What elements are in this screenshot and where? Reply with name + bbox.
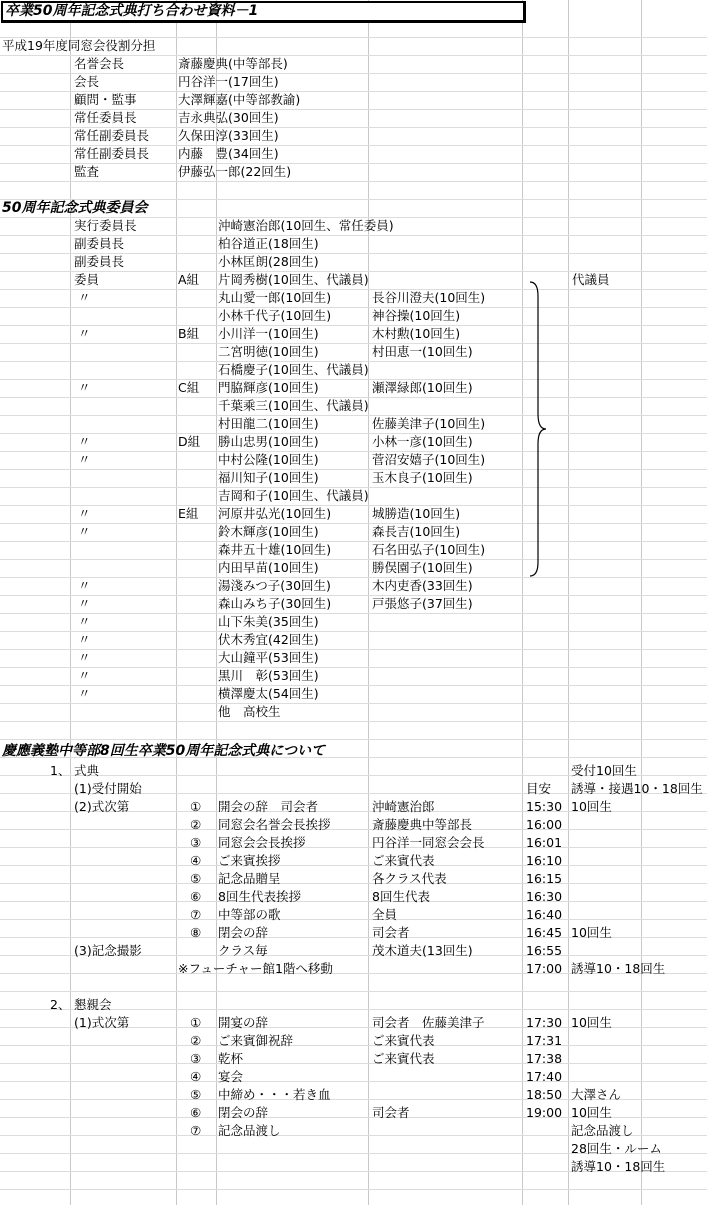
committee-member[interactable]: 黒川 彰(53回生) <box>218 668 319 683</box>
ceremony-note[interactable]: 大澤さん <box>571 1087 622 1102</box>
grid-row-line <box>0 1063 707 1064</box>
grid-row-line <box>0 865 707 866</box>
ceremony-step[interactable]: ④ <box>190 1069 202 1084</box>
grid-row-line <box>0 163 707 164</box>
grid-row-line <box>0 559 707 560</box>
grid-row-line <box>0 631 707 632</box>
role-title[interactable]: 常任副委員長 <box>74 146 150 161</box>
ceremony-item[interactable]: (1)式次第 <box>74 1015 130 1030</box>
ceremony-person[interactable]: 全員 <box>372 907 398 922</box>
role-title[interactable]: 監査 <box>74 164 100 179</box>
grid-row-line <box>0 541 707 542</box>
committee-member[interactable]: 内田早苗(10回生) <box>218 560 319 575</box>
committee-member[interactable]: 河原井弘光(10回生) <box>218 506 332 521</box>
ceremony-number[interactable]: 2、 <box>50 997 71 1012</box>
committee-member-secondary[interactable]: 佐藤美津子(10回生) <box>372 416 486 431</box>
committee-member[interactable]: 福川知子(10回生) <box>218 470 319 485</box>
grid-row-line <box>0 577 707 578</box>
ceremony-program[interactable]: ご来賓御祝辞 <box>218 1033 294 1048</box>
ceremony-step[interactable]: ⑦ <box>190 907 202 922</box>
ceremony-time[interactable]: 16:45 <box>526 925 563 940</box>
grid-row-line <box>0 667 707 668</box>
committee-member[interactable]: 柏谷道正(18回生) <box>218 236 319 251</box>
committee-member-secondary[interactable]: 神谷操(10回生) <box>372 308 461 323</box>
ceremony-step[interactable]: ※フューチャー館1階へ移動 <box>178 961 333 976</box>
ceremony-program[interactable]: 中締め・・・若き血 <box>218 1087 331 1102</box>
committee-role[interactable]: 〃 <box>78 686 91 701</box>
ceremony-step[interactable]: ② <box>190 817 202 832</box>
committee-role[interactable]: 委員 <box>74 272 100 287</box>
committee-group[interactable]: C組 <box>178 380 200 395</box>
committee-member[interactable]: 横澤慶太(54回生) <box>218 686 319 701</box>
committee-member[interactable]: 門脇輝彦(10回生) <box>218 380 319 395</box>
grid-row-line <box>0 415 707 416</box>
ceremony-time[interactable]: 16:15 <box>526 871 563 886</box>
committee-member-secondary[interactable]: 石名田弘子(10回生) <box>372 542 486 557</box>
role-person[interactable]: 伊藤弘一郎(22回生) <box>178 164 292 179</box>
ceremony-step[interactable]: ⑥ <box>190 889 202 904</box>
committee-member-secondary[interactable]: 菅沼安嬉子(10回生) <box>372 452 486 467</box>
ceremony-time[interactable]: 16:30 <box>526 889 563 904</box>
ceremony-program[interactable]: 中等部の歌 <box>218 907 281 922</box>
grid-row-line <box>0 433 707 434</box>
role-title[interactable]: 会長 <box>74 74 100 89</box>
committee-member-secondary[interactable]: 城勝造(10回生) <box>372 506 461 521</box>
committee-member-secondary[interactable]: 森長吉(10回生) <box>372 524 461 539</box>
role-person[interactable]: 大澤輝嘉(中等部教諭) <box>178 92 301 107</box>
committee-member[interactable]: 山下朱美(35回生) <box>218 614 319 629</box>
committee-member[interactable]: 大山鐘平(53回生) <box>218 650 319 665</box>
ceremony-program[interactable]: 宴会 <box>218 1069 244 1084</box>
ceremony-note[interactable]: 10回生 <box>571 799 612 814</box>
ceremony-person[interactable]: 各クラス代表 <box>372 871 447 886</box>
ceremony-program[interactable]: 同窓会会長挨拶 <box>218 835 306 850</box>
role-title[interactable]: 常任委員長 <box>74 110 137 125</box>
committee-role[interactable]: 〃 <box>78 650 91 665</box>
ceremony-person[interactable]: ご来賓代表 <box>372 1051 435 1066</box>
ceremony-time[interactable]: 19:00 <box>526 1105 563 1120</box>
committee-member[interactable]: 湯淺みつ子(30回生) <box>218 578 331 593</box>
role-person[interactable]: 斎藤慶典(中等部長) <box>178 56 288 71</box>
ceremony-person[interactable]: 司会者 <box>372 925 410 940</box>
committee-role[interactable]: 副委員長 <box>74 254 125 269</box>
committee-group[interactable]: E組 <box>178 506 199 521</box>
ceremony-program[interactable]: 乾杯 <box>218 1051 244 1066</box>
committee-member[interactable]: 森山みち子(30回生) <box>218 596 332 611</box>
committee-member-secondary[interactable]: 木村勲(10回生) <box>372 326 461 341</box>
role-title[interactable]: 顧問・監事 <box>74 92 137 107</box>
grid-row-line <box>0 901 707 902</box>
ceremony-time[interactable]: 15:30 <box>526 799 563 814</box>
ceremony-program[interactable]: 開会の辞 司会者 <box>218 799 319 814</box>
ceremony-program[interactable]: ご来賓挨拶 <box>218 853 281 868</box>
ceremony-program[interactable]: 開宴の辞 <box>218 1015 269 1030</box>
ceremony-person[interactable]: 茂木道夫(13回生) <box>372 943 473 958</box>
committee-member-secondary[interactable]: 村田恵一(10回生) <box>372 344 473 359</box>
grid-row-line <box>0 883 707 884</box>
ceremony-step[interactable]: ⑤ <box>190 1087 202 1102</box>
committee-member[interactable]: 伏木秀宜(42回生) <box>218 632 319 647</box>
ceremony-time[interactable]: 16:40 <box>526 907 563 922</box>
ceremony-time[interactable]: 18:50 <box>526 1087 563 1102</box>
ceremony-step[interactable]: ② <box>190 1033 202 1048</box>
ceremony-note[interactable]: 10回生 <box>571 1015 612 1030</box>
grid-row-line <box>0 649 707 650</box>
committee-member[interactable]: 沖崎憲治郎(10回生、常任委員) <box>218 218 394 233</box>
ceremony-person[interactable]: 司会者 佐藤美津子 <box>372 1015 485 1030</box>
ceremony-time[interactable]: 16:01 <box>526 835 563 850</box>
ceremony-person[interactable]: ご来賓代表 <box>372 1033 435 1048</box>
ceremony-step[interactable]: ⑧ <box>190 925 202 940</box>
committee-member-secondary[interactable]: 瀬澤緑郎(10回生) <box>372 380 473 395</box>
committee-role[interactable]: 〃 <box>78 632 91 647</box>
ceremony-person[interactable]: 司会者 <box>372 1105 410 1120</box>
ceremony-step[interactable]: ⑥ <box>190 1105 202 1120</box>
grid-row-line <box>0 685 707 686</box>
role-person[interactable]: 吉永典弘(30回生) <box>178 110 279 125</box>
committee-member[interactable]: 丸山愛一郎(10回生) <box>218 290 332 305</box>
ceremony-step[interactable]: ① <box>190 799 202 814</box>
grid-row-line <box>0 73 707 74</box>
committee-role[interactable]: 〃 <box>78 668 91 683</box>
committee-member-secondary[interactable]: 戸張悠子(37回生) <box>372 596 473 611</box>
ceremony-note[interactable]: 誘導・接遇10・18回生 <box>571 781 703 796</box>
committee-member-secondary[interactable]: 長谷川澄夫(10回生) <box>372 290 486 305</box>
grid-row-line <box>0 739 707 740</box>
committee-group[interactable]: D組 <box>178 434 201 449</box>
grid-row-line <box>0 505 707 506</box>
committee-member[interactable]: 鈴木輝彦(10回生) <box>218 524 319 539</box>
committee-role[interactable]: 〃 <box>78 326 91 341</box>
ceremony-time[interactable]: 17:30 <box>526 1015 563 1030</box>
ceremony-time[interactable]: 17:40 <box>526 1069 563 1084</box>
committee-role[interactable]: 〃 <box>78 380 91 395</box>
committee-member[interactable]: 千葉乘三(10回生、代議員) <box>218 398 369 413</box>
grid-row-line <box>0 325 707 326</box>
ceremony-item[interactable]: 式典 <box>74 763 100 778</box>
committee-group[interactable]: B組 <box>178 326 200 341</box>
grid-row-line <box>0 523 707 524</box>
ceremony-note[interactable]: 誘導10・18回生 <box>571 961 666 976</box>
grid-row-line <box>0 613 707 614</box>
grid-row-line <box>0 1189 707 1190</box>
ceremony-program[interactable]: 記念品渡し <box>218 1123 281 1138</box>
ceremony-item[interactable]: (1)受付開始 <box>74 781 142 796</box>
committee-member[interactable]: 他 高校生 <box>218 704 281 719</box>
grid-row-line <box>0 469 707 470</box>
ceremony-step[interactable]: ① <box>190 1015 202 1030</box>
grid-row-line <box>0 991 707 992</box>
ceremony-item[interactable]: 懇親会 <box>74 997 112 1012</box>
ceremony-note[interactable]: 受付10回生 <box>571 763 637 778</box>
grid-row-line <box>0 829 707 830</box>
ceremony-time[interactable]: 16:00 <box>526 817 563 832</box>
ceremony-time[interactable]: 16:55 <box>526 943 563 958</box>
ceremony-step[interactable]: ③ <box>190 835 202 850</box>
ceremony-program[interactable]: クラス毎 <box>218 943 268 958</box>
ceremony-time[interactable]: 16:10 <box>526 853 563 868</box>
committee-role[interactable]: 〃 <box>78 506 91 521</box>
grid-row-line <box>0 1045 707 1046</box>
ceremony-item[interactable]: (2)式次第 <box>74 799 130 814</box>
grid-row-line <box>0 703 707 704</box>
grid-row-line <box>0 721 707 722</box>
committee-role[interactable]: 〃 <box>78 290 91 305</box>
document-title[interactable]: 卒業50周年記念式典打ち合わせ資料－1 <box>1 1 526 23</box>
ceremony-step[interactable]: ⑤ <box>190 871 202 886</box>
ceremony-number[interactable]: 1、 <box>50 763 71 778</box>
ceremony-program[interactable]: 同窓会名誉会長挨拶 <box>218 817 331 832</box>
committee-member[interactable]: 吉岡和子(10回生、代議員) <box>218 488 369 503</box>
ceremony-program[interactable]: 記念品贈呈 <box>218 871 281 886</box>
grid-row-line <box>0 379 707 380</box>
right-brace-icon <box>526 280 550 578</box>
role-title[interactable]: 名誉会長 <box>74 56 125 71</box>
committee-role[interactable]: 〃 <box>78 452 91 467</box>
ceremony-person[interactable]: ご来賓代表 <box>372 853 435 868</box>
ceremony-item[interactable]: (3)記念撮影 <box>74 943 142 958</box>
committee-member[interactable]: 森井五十雄(10回生) <box>218 542 332 557</box>
grid-row-line <box>0 343 707 344</box>
committee-member[interactable]: 村田龍二(10回生) <box>218 416 319 431</box>
ceremony-note[interactable]: 10回生 <box>571 1105 612 1120</box>
role-title[interactable]: 常任副委員長 <box>74 128 150 143</box>
committee-member[interactable]: 片岡秀樹(10回生、代議員) <box>218 272 369 287</box>
ceremony-time[interactable]: 目安 <box>526 781 552 796</box>
committee-member-secondary[interactable]: 小林一彦(10回生) <box>372 434 473 449</box>
committee-member[interactable]: 勝山忠男(10回生) <box>218 434 319 449</box>
committee-member[interactable]: 石橋慶子(10回生、代議員) <box>218 362 369 377</box>
ceremony-program[interactable]: 閉会の辞 <box>218 1105 269 1120</box>
ceremony-time[interactable]: 17:31 <box>526 1033 563 1048</box>
ceremony-person[interactable]: 8回生代表 <box>372 889 430 904</box>
committee-heading[interactable]: 50周年記念式典委員会 <box>2 200 148 216</box>
ceremony-time[interactable]: 17:00 <box>526 961 563 976</box>
committee-member[interactable]: 中村公隆(10回生) <box>218 452 319 467</box>
grid-row-line <box>0 181 707 182</box>
roles-heading[interactable]: 平成19年度同窓会役割分担 <box>2 38 156 53</box>
committee-role[interactable]: 〃 <box>78 434 91 449</box>
ceremony-time[interactable]: 17:38 <box>526 1051 563 1066</box>
ceremony-person[interactable]: 沖崎憲治郎 <box>372 799 435 814</box>
grid-row-line <box>0 919 707 920</box>
committee-member-secondary[interactable]: 木内吏香(33回生) <box>372 578 473 593</box>
committee-role[interactable]: 〃 <box>78 614 91 629</box>
ceremony-step[interactable]: ⑦ <box>190 1123 202 1138</box>
ceremony-note[interactable]: 記念品渡し <box>571 1123 634 1138</box>
committee-role[interactable]: 〃 <box>78 578 91 593</box>
committee-member[interactable]: 小林匡朗(28回生) <box>218 254 319 269</box>
ceremony-step[interactable]: ④ <box>190 853 202 868</box>
committee-member[interactable]: 小川洋一(10回生) <box>218 326 319 341</box>
grid-row-line <box>0 289 707 290</box>
grid-row-line <box>0 595 707 596</box>
ceremony-note[interactable]: 誘導10・18回生 <box>571 1159 666 1174</box>
brace-label[interactable]: 代議員 <box>572 272 610 287</box>
committee-role[interactable]: 〃 <box>78 524 91 539</box>
committee-member[interactable]: 二宮明徳(10回生) <box>218 344 319 359</box>
ceremony-program[interactable]: 8回生代表挨拶 <box>218 889 301 904</box>
committee-role[interactable]: 〃 <box>78 596 91 611</box>
ceremony-note[interactable]: 28回生・ルーム <box>571 1141 662 1156</box>
committee-member-secondary[interactable]: 勝俣園子(10回生) <box>372 560 473 575</box>
ceremony-person[interactable]: 斎藤慶典中等部長 <box>372 817 473 832</box>
grid-row-line <box>0 847 707 848</box>
role-person[interactable]: 久保田淳(33回生) <box>178 128 279 143</box>
committee-group[interactable]: A組 <box>178 272 200 287</box>
role-person[interactable]: 円谷洋一(17回生) <box>178 74 279 89</box>
committee-member[interactable]: 小林千代子(10回生) <box>218 308 332 323</box>
ceremony-note[interactable]: 10回生 <box>571 925 612 940</box>
committee-member-secondary[interactable]: 玉木良子(10回生) <box>372 470 473 485</box>
ceremony-step[interactable]: ③ <box>190 1051 202 1066</box>
ceremony-program[interactable]: 閉会の辞 <box>218 925 269 940</box>
committee-role[interactable]: 実行委員長 <box>74 218 137 233</box>
ceremony-heading[interactable]: 慶應義塾中等部8回生卒業50周年記念式典について <box>2 743 325 759</box>
committee-role[interactable]: 副委員長 <box>74 236 125 251</box>
ceremony-person[interactable]: 円谷洋一同窓会会長 <box>372 835 485 850</box>
grid-row-line <box>0 1081 707 1082</box>
role-person[interactable]: 内藤 豊(34回生) <box>178 146 279 161</box>
grid-row-line <box>0 451 707 452</box>
grid-row-line <box>0 307 707 308</box>
